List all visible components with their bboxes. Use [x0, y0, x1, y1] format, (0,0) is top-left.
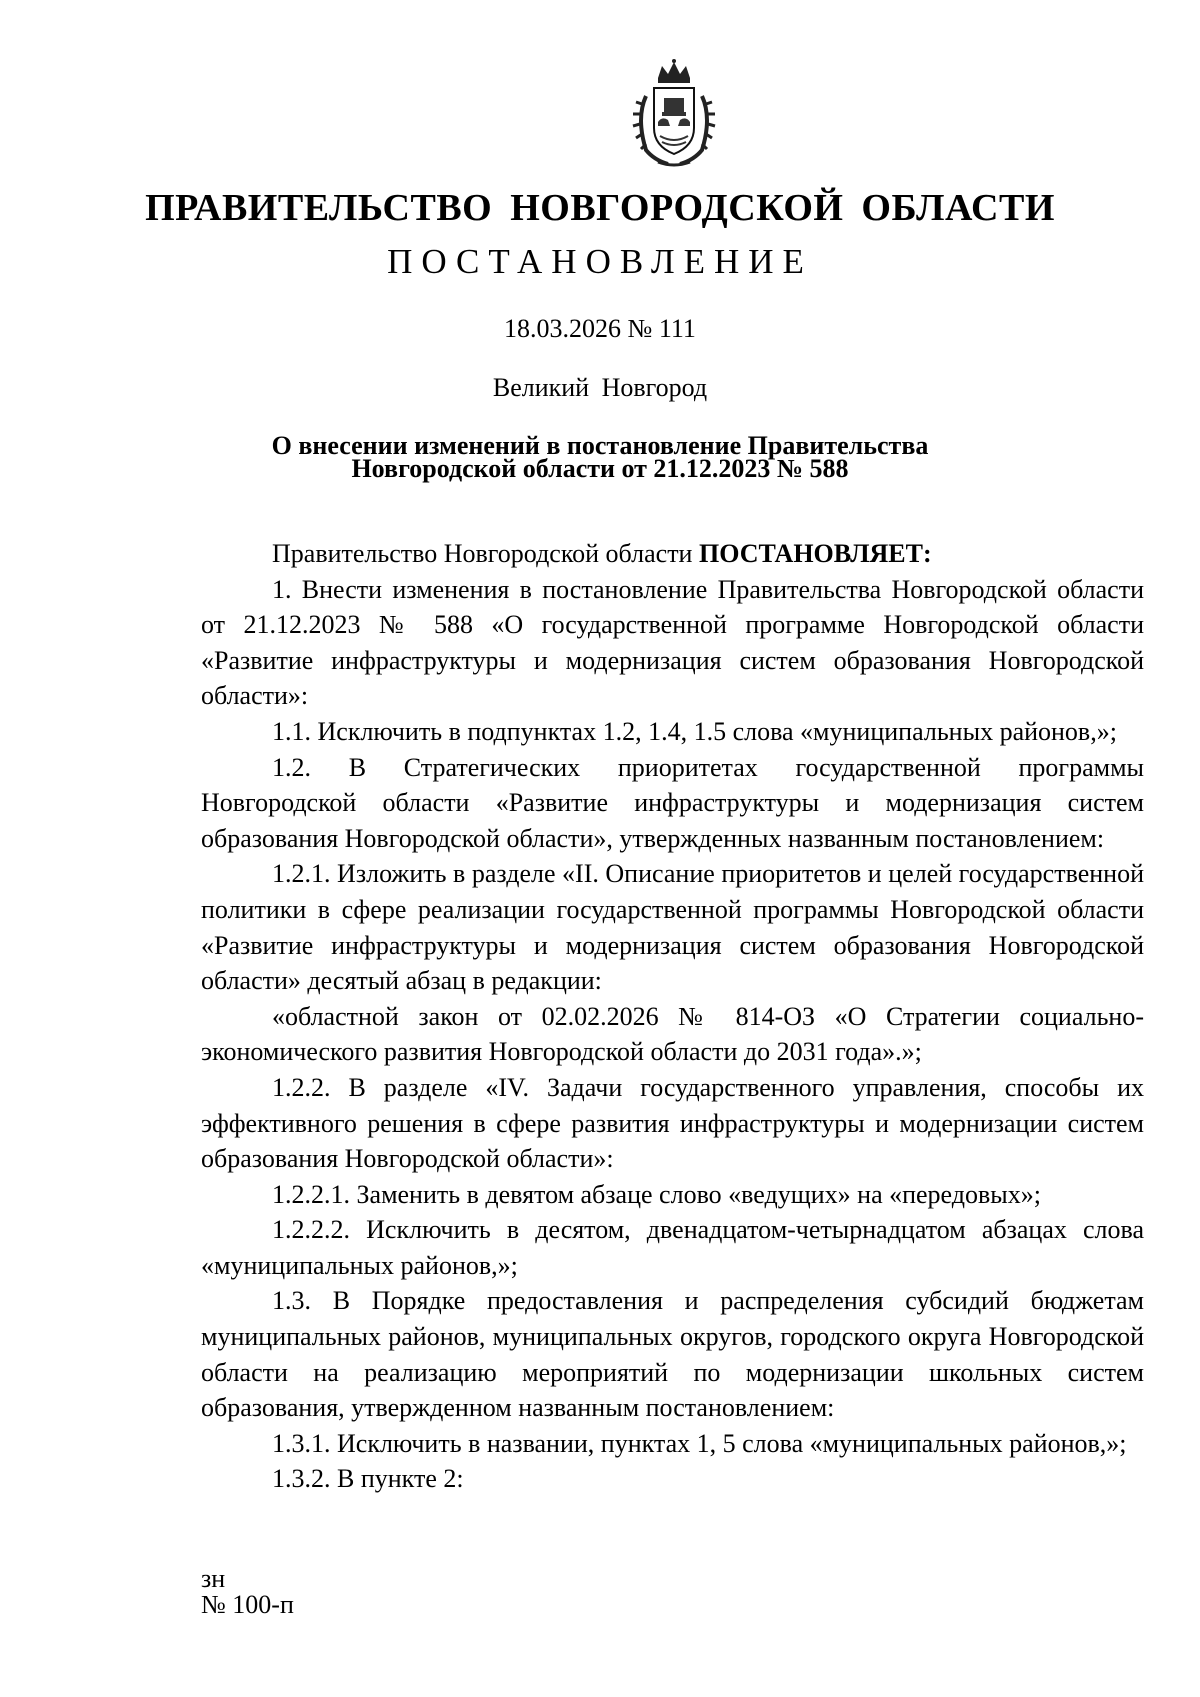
- heading-line-2: Новгородской области от 21.12.2023 № 588: [351, 454, 849, 483]
- coat-of-arms-icon: [628, 58, 720, 168]
- paragraph-1-2-2: 1.2.2. В разделе «IV. Задачи государственного управления, способы их эффективного решения в сфере развития инфраструктуры и модернизации систем образования Новгородской области»:: [201, 1072, 1144, 1174]
- paragraph-quoted-law: «областной закон от 02.02.2026 № 814-ОЗ «О Стратегии социально-экономического развития Новгородской области до 2031 года».»;: [201, 1001, 1144, 1067]
- footer-initials: зн: [201, 1564, 226, 1593]
- footer-mark: [201, 1566, 294, 1618]
- paragraph-1-3-1: 1.3.1. Исключить в названии, пунктах 1, 5 слова «муниципальных районов,»;: [272, 1428, 1127, 1458]
- paragraph-1: 1. Внести изменения в постановление Правительства Новгородской области от 21.12.2023 № 588 «О государственной программе Новгородской области «Развитие инфраструктуры и модернизация систем образования Новгородской области»:: [201, 574, 1144, 711]
- footer-registration-number: № 100-п: [201, 1590, 294, 1619]
- document-type: ПОСТАНОВЛЕНИЕ: [387, 242, 813, 281]
- paragraph-1-1: 1.1. Исключить в подпунктах 1.2, 1.4, 1.5 слова «муниципальных районов,»;: [272, 716, 1117, 746]
- document-place: Великий Новгород: [492, 373, 708, 402]
- document-heading: [0, 431, 1200, 483]
- preamble-decree-word: ПОСТАНОВЛЯЕТ:: [698, 539, 932, 568]
- preamble-text: Правительство Новгородской области: [272, 539, 699, 568]
- heading-line-1: О внесении изменений в постановление Правительства: [271, 431, 929, 460]
- paragraph-1-2-2-1: 1.2.2.1. Заменить в девятом абзаце слово «ведущих» на «передовых»;: [272, 1179, 1041, 1209]
- document-body: [201, 536, 1144, 1497]
- organization-title: ПРАВИТЕЛЬСТВО НОВГОРОДСКОЙ ОБЛАСТИ: [145, 187, 1055, 229]
- document-date-number: 18.03.2026 № 111: [504, 314, 696, 343]
- paragraph-1-2: 1.2. В Стратегических приоритетах государственной программы Новгородской области «Развитие инфраструктуры и модернизация систем образования Новгородской области», утвержденных названным постановлением:: [201, 752, 1144, 853]
- preamble: [201, 536, 1144, 572]
- paragraph-1-2-2-2: 1.2.2.2. Исключить в десятом, двенадцатом-четырнадцатом абзацах слова «муниципальных районов,»;: [201, 1215, 1144, 1280]
- paragraph-1-3-2: 1.3.2. В пункте 2:: [272, 1464, 464, 1494]
- paragraph-1-3: 1.3. В Порядке предоставления и распределения субсидий бюджетам муниципальных районов, муниципальных округов, городского округа Новгородской области на реализацию мероприятий по модернизации школьных систем образования, утвержденном названным постановлением:: [201, 1286, 1144, 1423]
- paragraph-1-2-1: 1.2.1. Изложить в разделе «II. Описание приоритетов и целей государственной политики в сфере реализации государственной программы Новгородской области «Развитие инфраструктуры и модернизация систем образования Новгородской области» десятый абзац в редакции:: [201, 859, 1144, 996]
